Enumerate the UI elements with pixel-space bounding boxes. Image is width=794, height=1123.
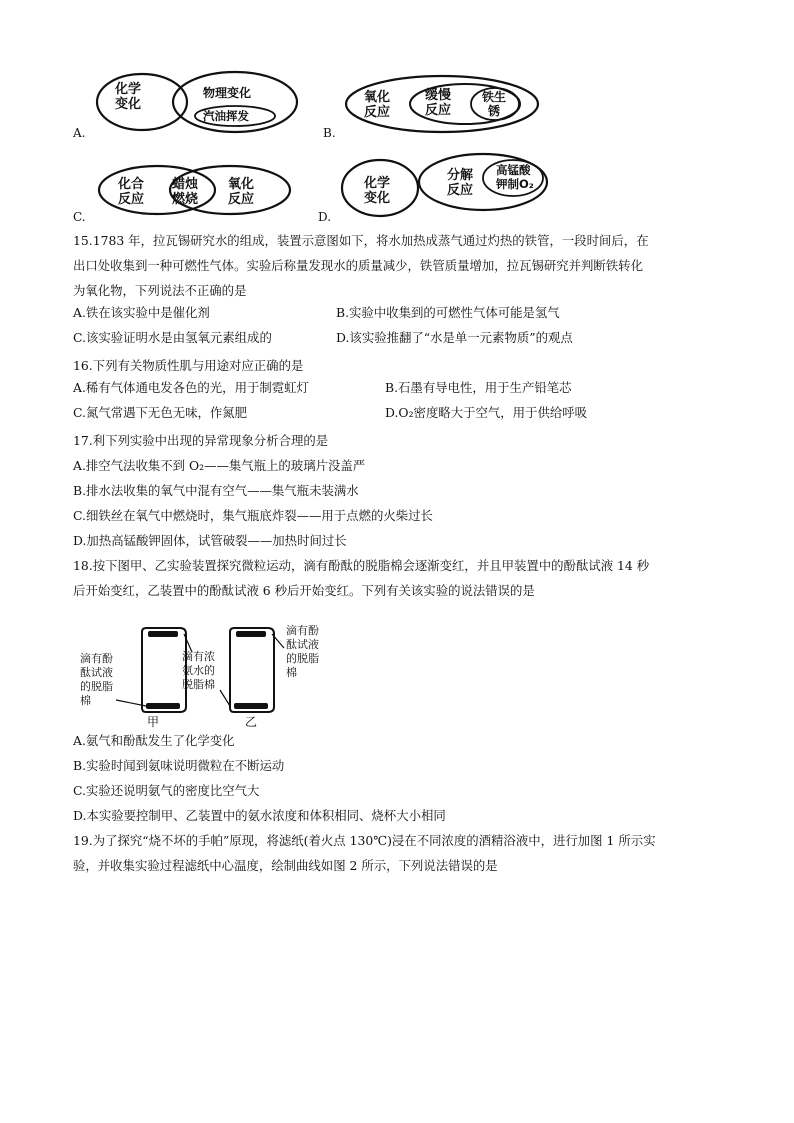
q18-right-label: 滴有酚酞试液的脱脂棉	[286, 624, 319, 679]
diagram-c-right-text: 氧化反应	[228, 177, 255, 207]
q19-stem-line-2: 验，并收集实验过程滤纸中心温度，绘制曲线如图 2 所示，下列说法错误的是	[73, 858, 498, 873]
diagram-a-label: A.	[73, 126, 86, 140]
q15-stem-line-3: 为氧化物，下列说法不正确的是	[73, 283, 247, 298]
q18-option-b: B.实验时闻到氨味说明微粒在不断运动	[73, 758, 285, 773]
q16-stem: 16.下列有关物质性肌与用途对应正确的是	[73, 358, 304, 373]
q16-option-c: C.氮气常遇下无色无味，作氮肥	[73, 405, 248, 420]
diagram-c-left-text: 化合反应	[118, 177, 145, 207]
q15-stem-line-2: 出口处收集到一种可燃性气体。实验后称量发现水的质量减少，铁管质量增加，拉瓦锡研究并判断铁转化	[73, 258, 643, 273]
q15-option-c: C.该实验证明水是由氢氧元素组成的	[73, 330, 272, 345]
q17-option-c: C.细铁丝在氧气中燃烧时，集气瓶底炸裂——用于点燃的火柴过长	[73, 508, 433, 523]
cotton-jia-top	[148, 631, 178, 637]
q15-option-a: A.铁在该实验中是催化剂	[73, 305, 210, 320]
diagram-a-left-text: 化学变化	[115, 82, 142, 112]
q18-option-d: D.本实验要控制甲、乙装置中的氨水浓度和体积相同、烧杯大小相同	[73, 808, 446, 823]
diagram-d-outer-text: 分解反应	[447, 168, 474, 198]
q18-jia-label: 甲	[147, 715, 160, 729]
q18-left-label: 滴有酚酞试液的脱脂棉	[80, 652, 113, 707]
q15-option-d: D.该实验推翻了“水是单一元素物质”的观点	[336, 330, 573, 345]
cotton-jia-bottom	[146, 703, 180, 709]
q15-option-b: B.实验中收集到的可燃性气体可能是氢气	[336, 305, 560, 320]
diagram-c-overlap-text: 蜡烛燃烧	[172, 177, 199, 207]
q16-option-b: B.石墨有导电性，用于生产铅笔芯	[385, 380, 572, 395]
q18-option-c: C.实验还说明氨气的密度比空气大	[73, 783, 260, 798]
diagram-b-label: B.	[323, 126, 336, 140]
diagram-d-left-text: 化学变化	[364, 176, 391, 206]
q18-yi-label: 乙	[245, 715, 258, 729]
q19-stem-line-1: 19.为了探究“烧不坏的手帕”原现，将滤纸(着火点 130℃)浸在不同浓度的酒精浴液中，进行加图 1 所示实	[73, 833, 656, 848]
q16-option-a: A.稀有气体通电发各色的光，用于制霓虹灯	[73, 380, 309, 395]
diagram-b-inner-text: 铁生锈	[481, 90, 506, 118]
q15-stem-line-1: 15.1783 年，拉瓦锡研究水的组成，装置示意图如下，将水加热成蒸气通过灼热的铁管，一段时间后，在	[73, 233, 649, 248]
q17-option-a: A.排空气法收集不到 O₂——集气瓶上的玻璃片没盖严	[73, 458, 366, 473]
beaker-jia	[142, 628, 186, 712]
cotton-yi-top	[236, 631, 266, 637]
pointer-mid-bottom	[220, 690, 230, 706]
q16-option-d: D.O₂密度略大于空气，用于供给呼吸	[385, 405, 588, 420]
q17-stem: 17.利下列实验中出现的异常现象分析合理的是	[73, 433, 329, 448]
q17-option-b: B.排水法收集的氧气中混有空气——集气瓶未装满水	[73, 483, 359, 498]
q18-stem-line-2: 后开始变红，乙装置中的酚酞试液 6 秒后开始变红。下列有关该实验的说法错误的是	[73, 583, 535, 598]
diagram-d-inner-text: 高锰酸钾制O₂	[496, 163, 534, 191]
cotton-yi-bottom	[234, 703, 268, 709]
diagram-a-right-text: 物理变化	[203, 86, 252, 100]
diagram-c-label: C.	[73, 210, 86, 224]
diagram-d-label: D.	[318, 210, 332, 224]
diagram-b-outer-text: 氧化反应	[364, 90, 391, 120]
q17-option-d: D.加热高锰酸钾固体，试管破裂——加热时间过长	[73, 533, 347, 548]
q18-option-a: A.氨气和酚酞发生了化学变化	[73, 733, 235, 748]
q18-stem-line-1: 18.按下图甲、乙实验装置探究微粒运动，滴有酚酞的脱脂棉会逐渐变红，并且甲装置中的酚酞试液 14 秒	[73, 558, 650, 573]
diagram-b-middle-text: 缓慢反应	[425, 88, 452, 118]
beaker-yi	[230, 628, 274, 712]
q18-mid-label: 滴有浓氨水的脱脂棉	[182, 650, 215, 691]
diagram-a-inner-text: 汽油挥发	[203, 109, 249, 123]
